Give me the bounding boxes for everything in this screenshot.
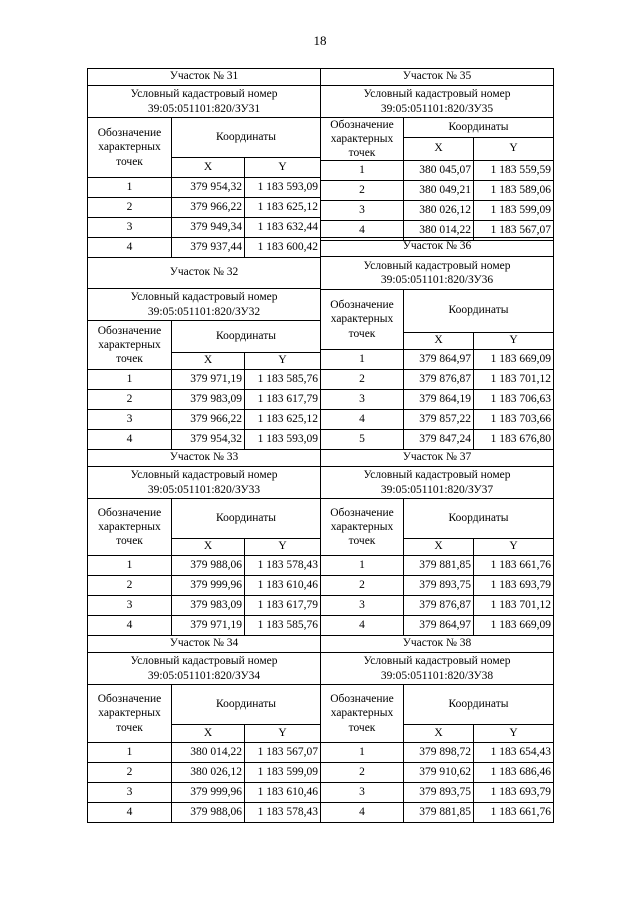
- x-value: 379 983,09: [172, 596, 245, 616]
- y-value: 1 183 585,76: [245, 616, 321, 636]
- table-row: [321, 410, 554, 430]
- parcel-title: Участок № 38: [321, 636, 554, 653]
- point-number: 2: [88, 198, 172, 218]
- y-value: 1 183 632,44: [245, 218, 321, 238]
- x-header: X: [404, 138, 474, 161]
- x-value: 379 857,22: [404, 410, 474, 430]
- x-value: 379 988,06: [172, 556, 245, 576]
- parcel-title: Участок № 32: [88, 258, 321, 289]
- designation-header: Обозначение характерных точек: [321, 290, 404, 350]
- x-value: 379 949,34: [172, 218, 245, 238]
- cadastral-number: Условный кадастровый номер 39:05:051101:820/ЗУ31: [88, 86, 321, 118]
- table-row: [88, 783, 321, 803]
- table-row: [321, 390, 554, 410]
- cadastral-number: Условный кадастровый номер 39:05:051101:820/ЗУ37: [321, 467, 554, 499]
- table-row: [321, 596, 554, 616]
- x-value: 379 864,19: [404, 390, 474, 410]
- table-row: [88, 556, 321, 576]
- designation-header: Обозначение характерных точек: [88, 321, 172, 370]
- y-value: 1 183 578,43: [245, 556, 321, 576]
- table-row: [88, 178, 321, 198]
- x-header: X: [172, 539, 245, 556]
- cadastral-number: Условный кадастровый номер 39:05:051101:820/ЗУ33: [88, 467, 321, 499]
- table-row: [88, 410, 321, 430]
- coordinates-header: Координаты: [172, 118, 321, 158]
- table-row: [321, 556, 554, 576]
- point-number: 3: [88, 410, 172, 430]
- x-value: 379 966,22: [172, 410, 245, 430]
- y-value: 1 183 693,79: [474, 576, 554, 596]
- point-number: 1: [321, 350, 404, 370]
- parcel-31-table: [87, 68, 321, 258]
- table-row: [88, 616, 321, 636]
- x-header: X: [172, 353, 245, 370]
- table-row: [88, 430, 321, 450]
- point-number: 1: [321, 161, 404, 181]
- x-value: 379 893,75: [404, 576, 474, 596]
- x-value: 380 049,21: [404, 181, 474, 201]
- point-number: 2: [321, 370, 404, 390]
- y-value: 1 183 676,80: [474, 430, 554, 450]
- coordinates-header: Координаты: [172, 685, 321, 725]
- y-value: 1 183 706,63: [474, 390, 554, 410]
- y-header: Y: [245, 353, 321, 370]
- y-value: 1 183 617,79: [245, 390, 321, 410]
- point-number: 4: [321, 803, 404, 823]
- point-number: 5: [321, 430, 404, 450]
- x-header: X: [404, 539, 474, 556]
- table-row: [88, 218, 321, 238]
- y-header: Y: [245, 725, 321, 743]
- table-row: [321, 201, 554, 221]
- table-row: [88, 390, 321, 410]
- coordinates-header: Координаты: [172, 321, 321, 353]
- x-value: 379 910,62: [404, 763, 474, 783]
- table-row: [88, 596, 321, 616]
- y-value: 1 183 669,09: [474, 616, 554, 636]
- x-header: X: [404, 725, 474, 743]
- parcel-35-table: [320, 68, 554, 241]
- coordinates-header: Координаты: [404, 499, 554, 539]
- coordinates-header: Координаты: [404, 118, 554, 138]
- y-value: 1 183 599,09: [474, 201, 554, 221]
- x-value: 379 881,85: [404, 803, 474, 823]
- x-value: 379 881,85: [404, 556, 474, 576]
- x-value: 379 876,87: [404, 596, 474, 616]
- y-header: Y: [474, 725, 554, 743]
- parcel-36-table: [320, 237, 554, 450]
- x-value: 379 864,97: [404, 350, 474, 370]
- x-value: 379 893,75: [404, 783, 474, 803]
- y-value: 1 183 701,12: [474, 370, 554, 390]
- point-number: 3: [321, 201, 404, 221]
- point-number: 4: [88, 803, 172, 823]
- y-header: Y: [474, 138, 554, 161]
- y-value: 1 183 610,46: [245, 783, 321, 803]
- point-number: 1: [88, 556, 172, 576]
- x-value: 379 954,32: [172, 178, 245, 198]
- y-value: 1 183 669,09: [474, 350, 554, 370]
- y-value: 1 183 625,12: [245, 410, 321, 430]
- point-number: 4: [88, 238, 172, 258]
- parcel-title: Участок № 36: [321, 238, 554, 257]
- table-row: [88, 198, 321, 218]
- x-value: 379 954,32: [172, 430, 245, 450]
- parcel-38-table: [320, 635, 554, 823]
- point-number: 1: [88, 178, 172, 198]
- table-row: [321, 743, 554, 763]
- x-value: 380 014,22: [404, 221, 474, 241]
- y-value: 1 183 617,79: [245, 596, 321, 616]
- y-value: 1 183 600,42: [245, 238, 321, 258]
- y-value: 1 183 661,76: [474, 803, 554, 823]
- coordinates-header: Координаты: [404, 290, 554, 333]
- x-header: X: [172, 158, 245, 178]
- x-value: 379 971,19: [172, 370, 245, 390]
- point-number: 1: [321, 743, 404, 763]
- cadastral-number: Условный кадастровый номер 39:05:051101:820/ЗУ38: [321, 653, 554, 685]
- x-value: 379 988,06: [172, 803, 245, 823]
- coordinates-header: Координаты: [172, 499, 321, 539]
- designation-header: Обозначение характерных точек: [321, 118, 404, 161]
- point-number: 4: [321, 616, 404, 636]
- y-value: 1 183 559,59: [474, 161, 554, 181]
- y-value: 1 183 599,09: [245, 763, 321, 783]
- x-value: 380 026,12: [172, 763, 245, 783]
- table-row: [321, 803, 554, 823]
- parcel-37-table: [320, 449, 554, 636]
- point-number: 3: [88, 596, 172, 616]
- point-number: 4: [321, 410, 404, 430]
- y-value: 1 183 589,06: [474, 181, 554, 201]
- x-value: 379 971,19: [172, 616, 245, 636]
- y-value: 1 183 593,09: [245, 178, 321, 198]
- point-number: 2: [88, 576, 172, 596]
- x-value: 379 999,96: [172, 576, 245, 596]
- table-row: [321, 350, 554, 370]
- y-value: 1 183 703,66: [474, 410, 554, 430]
- y-value: 1 183 593,09: [245, 430, 321, 450]
- y-value: 1 183 567,07: [245, 743, 321, 763]
- point-number: 2: [321, 763, 404, 783]
- cadastral-number: Условный кадастровый номер 39:05:051101:820/ЗУ36: [321, 257, 554, 290]
- table-row: [321, 576, 554, 596]
- table-row: [321, 181, 554, 201]
- y-value: 1 183 625,12: [245, 198, 321, 218]
- y-value: 1 183 686,46: [474, 763, 554, 783]
- table-row: [321, 616, 554, 636]
- point-number: 3: [88, 783, 172, 803]
- point-number: 2: [88, 763, 172, 783]
- point-number: 4: [88, 616, 172, 636]
- y-value: 1 183 578,43: [245, 803, 321, 823]
- y-value: 1 183 585,76: [245, 370, 321, 390]
- y-value: 1 183 610,46: [245, 576, 321, 596]
- x-value: 379 999,96: [172, 783, 245, 803]
- table-row: [88, 576, 321, 596]
- y-value: 1 183 567,07: [474, 221, 554, 241]
- designation-header: Обозначение характерных точек: [88, 118, 172, 178]
- table-row: [88, 743, 321, 763]
- point-number: 4: [88, 430, 172, 450]
- point-number: 2: [321, 576, 404, 596]
- table-row: [88, 370, 321, 390]
- point-number: 1: [88, 370, 172, 390]
- point-number: 3: [321, 783, 404, 803]
- x-header: X: [172, 725, 245, 743]
- x-value: 379 898,72: [404, 743, 474, 763]
- designation-header: Обозначение характерных точек: [321, 499, 404, 556]
- point-number: 3: [88, 218, 172, 238]
- table-row: [88, 803, 321, 823]
- y-value: 1 183 693,79: [474, 783, 554, 803]
- point-number: 3: [321, 596, 404, 616]
- designation-header: Обозначение характерных точек: [321, 685, 404, 743]
- parcel-title: Участок № 31: [88, 69, 321, 86]
- table-row: [321, 370, 554, 390]
- x-header: X: [404, 333, 474, 350]
- parcel-title: Участок № 35: [321, 69, 554, 86]
- parcel-34-table: [87, 635, 321, 823]
- point-number: 3: [321, 390, 404, 410]
- point-number: 1: [88, 743, 172, 763]
- coordinates-document: [87, 68, 553, 822]
- point-number: 1: [321, 556, 404, 576]
- table-row: [321, 161, 554, 181]
- x-value: 379 937,44: [172, 238, 245, 258]
- parcel-title: Участок № 33: [88, 450, 321, 467]
- x-value: 380 045,07: [404, 161, 474, 181]
- y-header: Y: [245, 539, 321, 556]
- x-value: 379 876,87: [404, 370, 474, 390]
- parcel-33-table: [87, 449, 321, 636]
- x-value: 380 014,22: [172, 743, 245, 763]
- y-header: Y: [474, 333, 554, 350]
- y-value: 1 183 701,12: [474, 596, 554, 616]
- page-number: 18: [313, 33, 327, 48]
- x-value: 380 026,12: [404, 201, 474, 221]
- y-header: Y: [245, 158, 321, 178]
- cadastral-number: Условный кадастровый номер 39:05:051101:820/ЗУ34: [88, 653, 321, 685]
- x-value: 379 983,09: [172, 390, 245, 410]
- point-number: 2: [88, 390, 172, 410]
- cadastral-number: Условный кадастровый номер 39:05:051101:820/ЗУ35: [321, 86, 554, 118]
- table-row: [321, 763, 554, 783]
- y-header: Y: [474, 539, 554, 556]
- x-value: 379 966,22: [172, 198, 245, 218]
- y-value: 1 183 654,43: [474, 743, 554, 763]
- parcel-title: Участок № 34: [88, 636, 321, 653]
- cadastral-number: Условный кадастровый номер 39:05:051101:820/ЗУ32: [88, 289, 321, 321]
- designation-header: Обозначение характерных точек: [88, 499, 172, 556]
- designation-header: Обозначение характерных точек: [88, 685, 172, 743]
- parcel-title: Участок № 37: [321, 450, 554, 467]
- parcel-32-table: [87, 257, 321, 450]
- coordinates-header: Координаты: [404, 685, 554, 725]
- table-row: [88, 238, 321, 258]
- point-number: 2: [321, 181, 404, 201]
- table-row: [321, 430, 554, 450]
- table-row: [88, 763, 321, 783]
- y-value: 1 183 661,76: [474, 556, 554, 576]
- x-value: 379 847,24: [404, 430, 474, 450]
- table-row: [321, 783, 554, 803]
- x-value: 379 864,97: [404, 616, 474, 636]
- point-number: 4: [321, 221, 404, 241]
